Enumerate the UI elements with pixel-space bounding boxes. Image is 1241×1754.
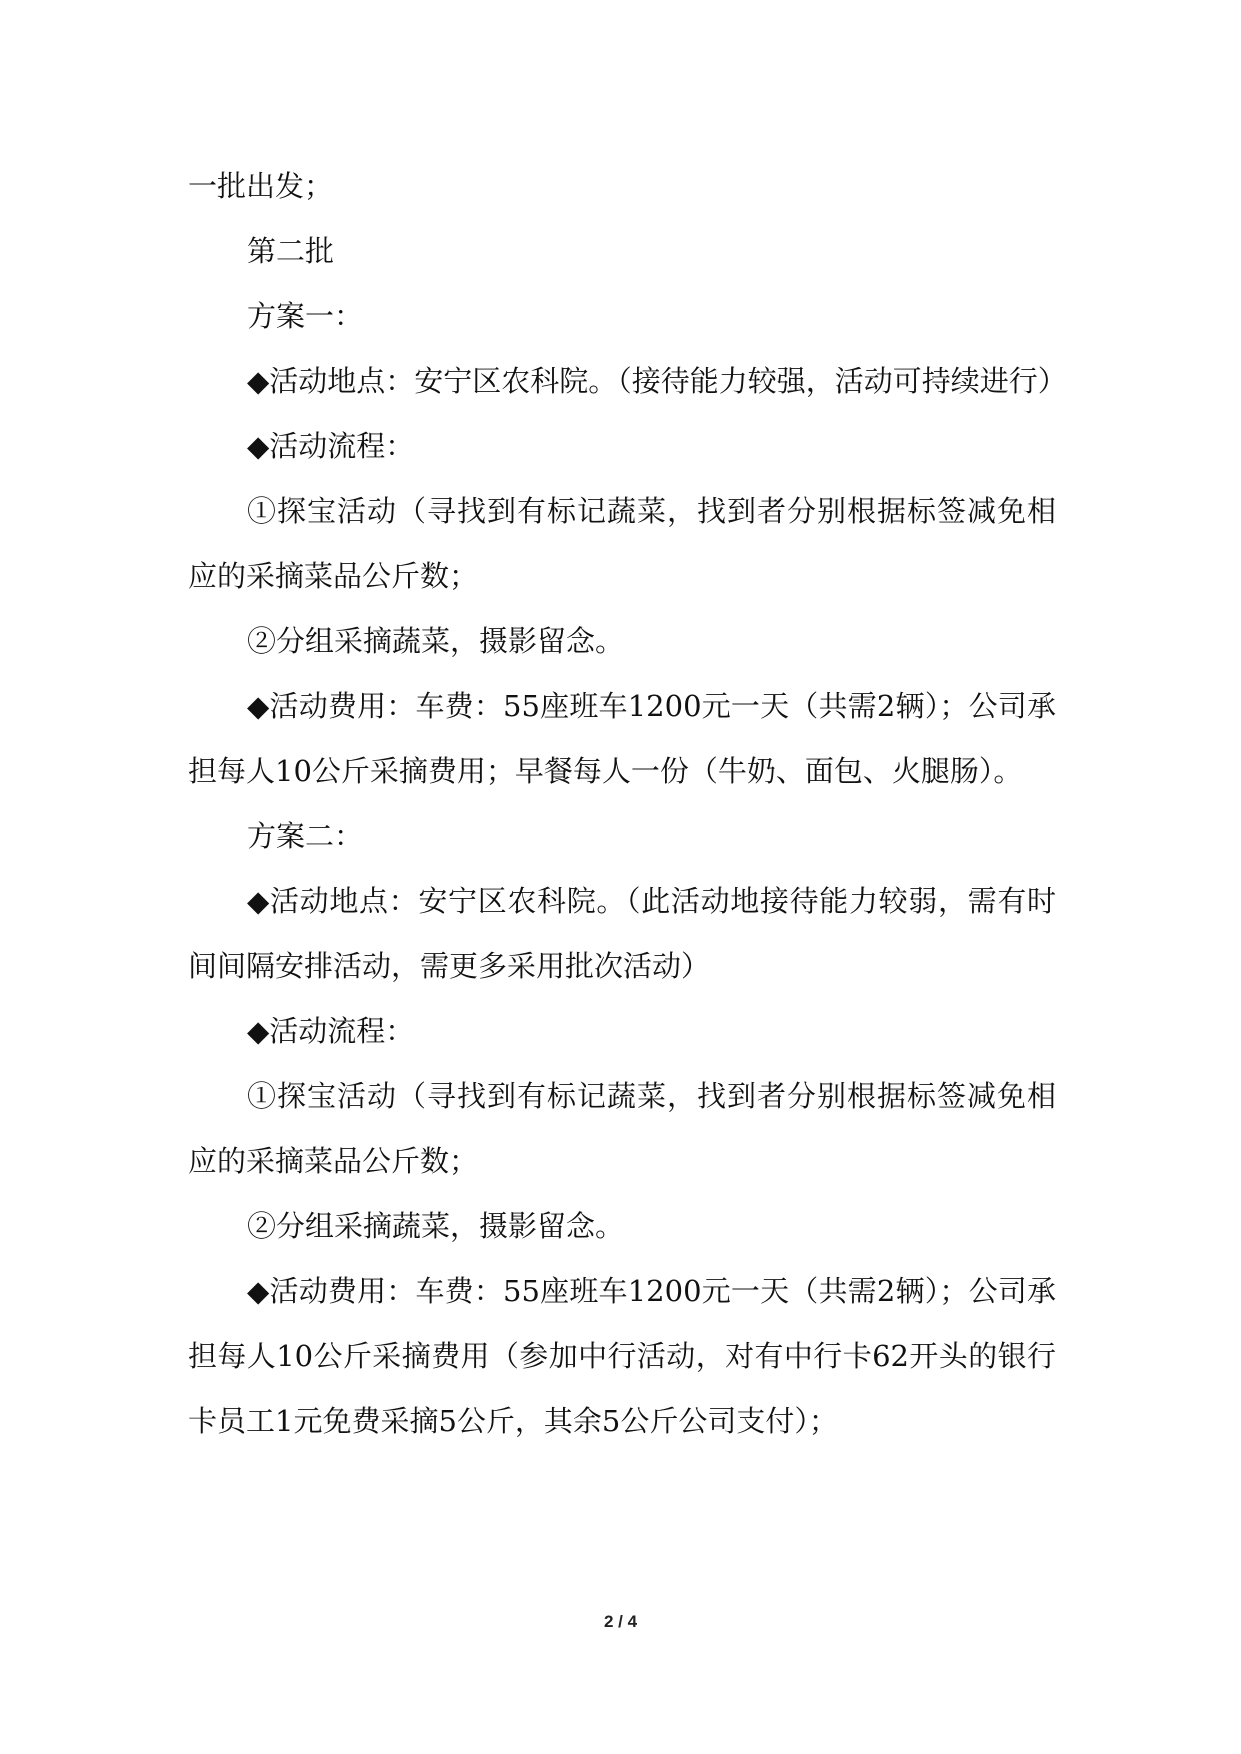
paragraph-13: ②分组采摘蔬菜，摄影留念。 <box>247 1209 625 1243</box>
paragraph-4: ◆活动地点：安宁区农科院。（接待能力较强，活动可持续进行） <box>247 364 1067 398</box>
paragraph-8: ◆活动费用：车费：55座班车1200元一天（共需2辆）；公司承担每人10公斤采摘费用；早餐每人一份（牛奶、面包、火腿肠）。 <box>188 689 1056 788</box>
paragraph-11: ◆活动流程： <box>247 1014 415 1048</box>
document-body <box>188 154 1067 1454</box>
paragraph-1: 一批出发； <box>188 169 334 203</box>
paragraph-7: ②分组采摘蔬菜，摄影留念。 <box>247 624 625 658</box>
paragraph-14: ◆活动费用：车费：55座班车1200元一天（共需2辆）；公司承担每人10公斤采摘费用（参加中行活动，对有中行卡62开头的银行卡员工1元免费采摘5公斤，其余5公斤公司支付）； <box>188 1274 1056 1438</box>
paragraph-5: ◆活动流程： <box>247 429 415 463</box>
page-number: 2 / 4 <box>603 1612 638 1631</box>
paragraph-6: ①探宝活动（寻找到有标记蔬菜，找到者分别根据标签减免相应的采摘菜品公斤数； <box>188 494 1056 593</box>
paragraph-2: 第二批 <box>247 234 335 268</box>
paragraph-12: ①探宝活动（寻找到有标记蔬菜，找到者分别根据标签减免相应的采摘菜品公斤数； <box>188 1079 1056 1178</box>
paragraph-3: 方案一： <box>247 299 364 333</box>
paragraph-9: 方案二： <box>247 819 364 853</box>
paragraph-10: ◆活动地点：安宁区农科院。（此活动地接待能力较弱，需有时间间隔安排活动，需更多采用批次活动） <box>188 884 1056 983</box>
